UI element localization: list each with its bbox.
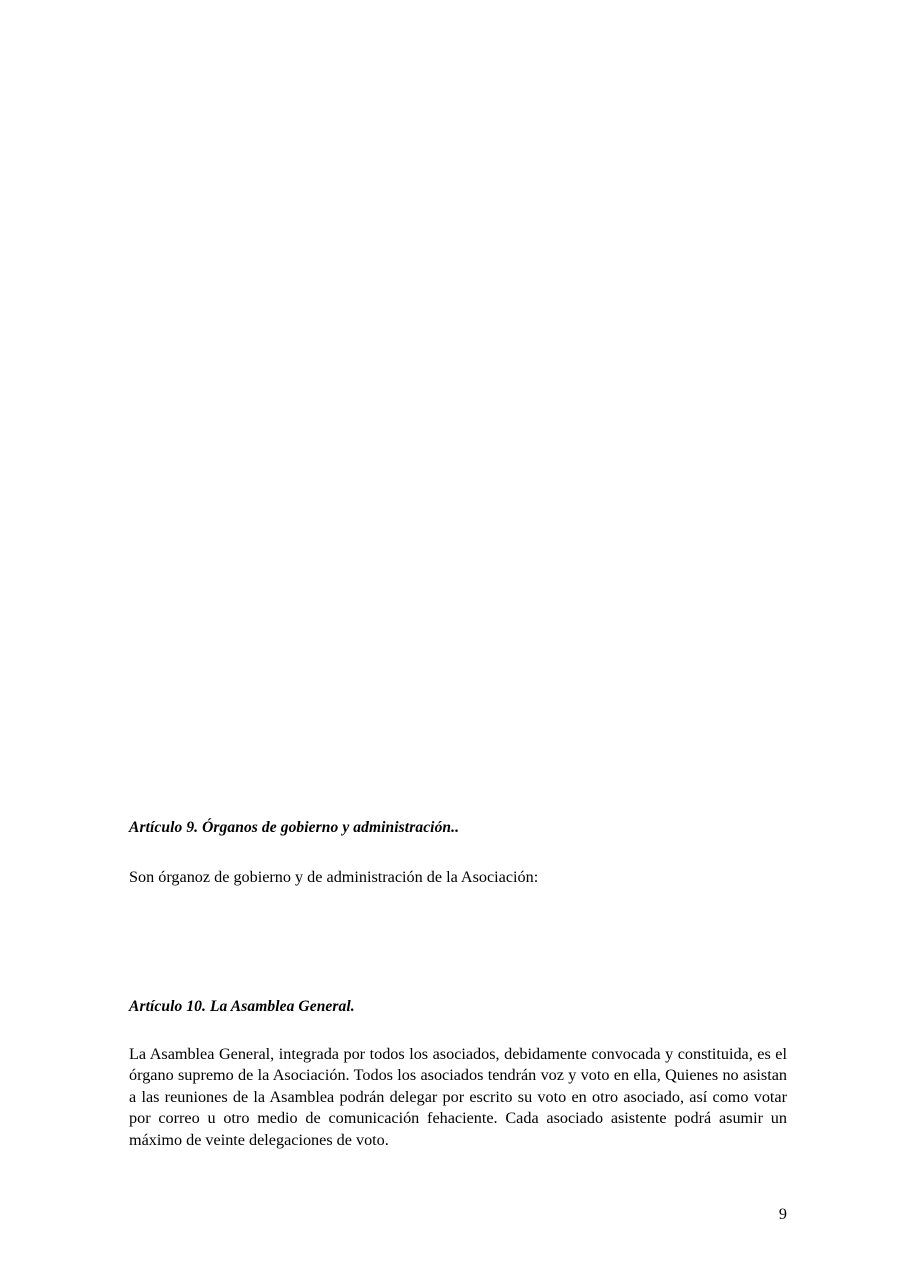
page-number: 9 [778, 1205, 787, 1223]
article-9-heading: Artículo 9. Órganos de gobierno y administración.. [129, 819, 460, 836]
page-content [129, 818, 787, 1152]
heading-spacer-2 [129, 1018, 787, 1044]
article-10-body: La Asamblea General, integrada por todos los asociados, debidamente convocada y constituida, es el órgano supremo de la Asociación. Todos los asociados tendrán voz y voto en ella, Quienes no asistan a las reuniones de la Asamblea podrán delegar por escrito su voto en otro asociado, así como votar por correo u otro medio de comunicación fehaciente. Cada asociado asistente podrá asumir un máximo de veinte delegaciones de voto. [129, 1044, 787, 1150]
section-gap [129, 889, 787, 997]
article-9-body: Son órganoz de gobierno y de administración de la Asociación: [129, 867, 539, 886]
article-10-heading: Artículo 10. La Asamblea General. [129, 997, 355, 1015]
heading-spacer [129, 839, 787, 867]
